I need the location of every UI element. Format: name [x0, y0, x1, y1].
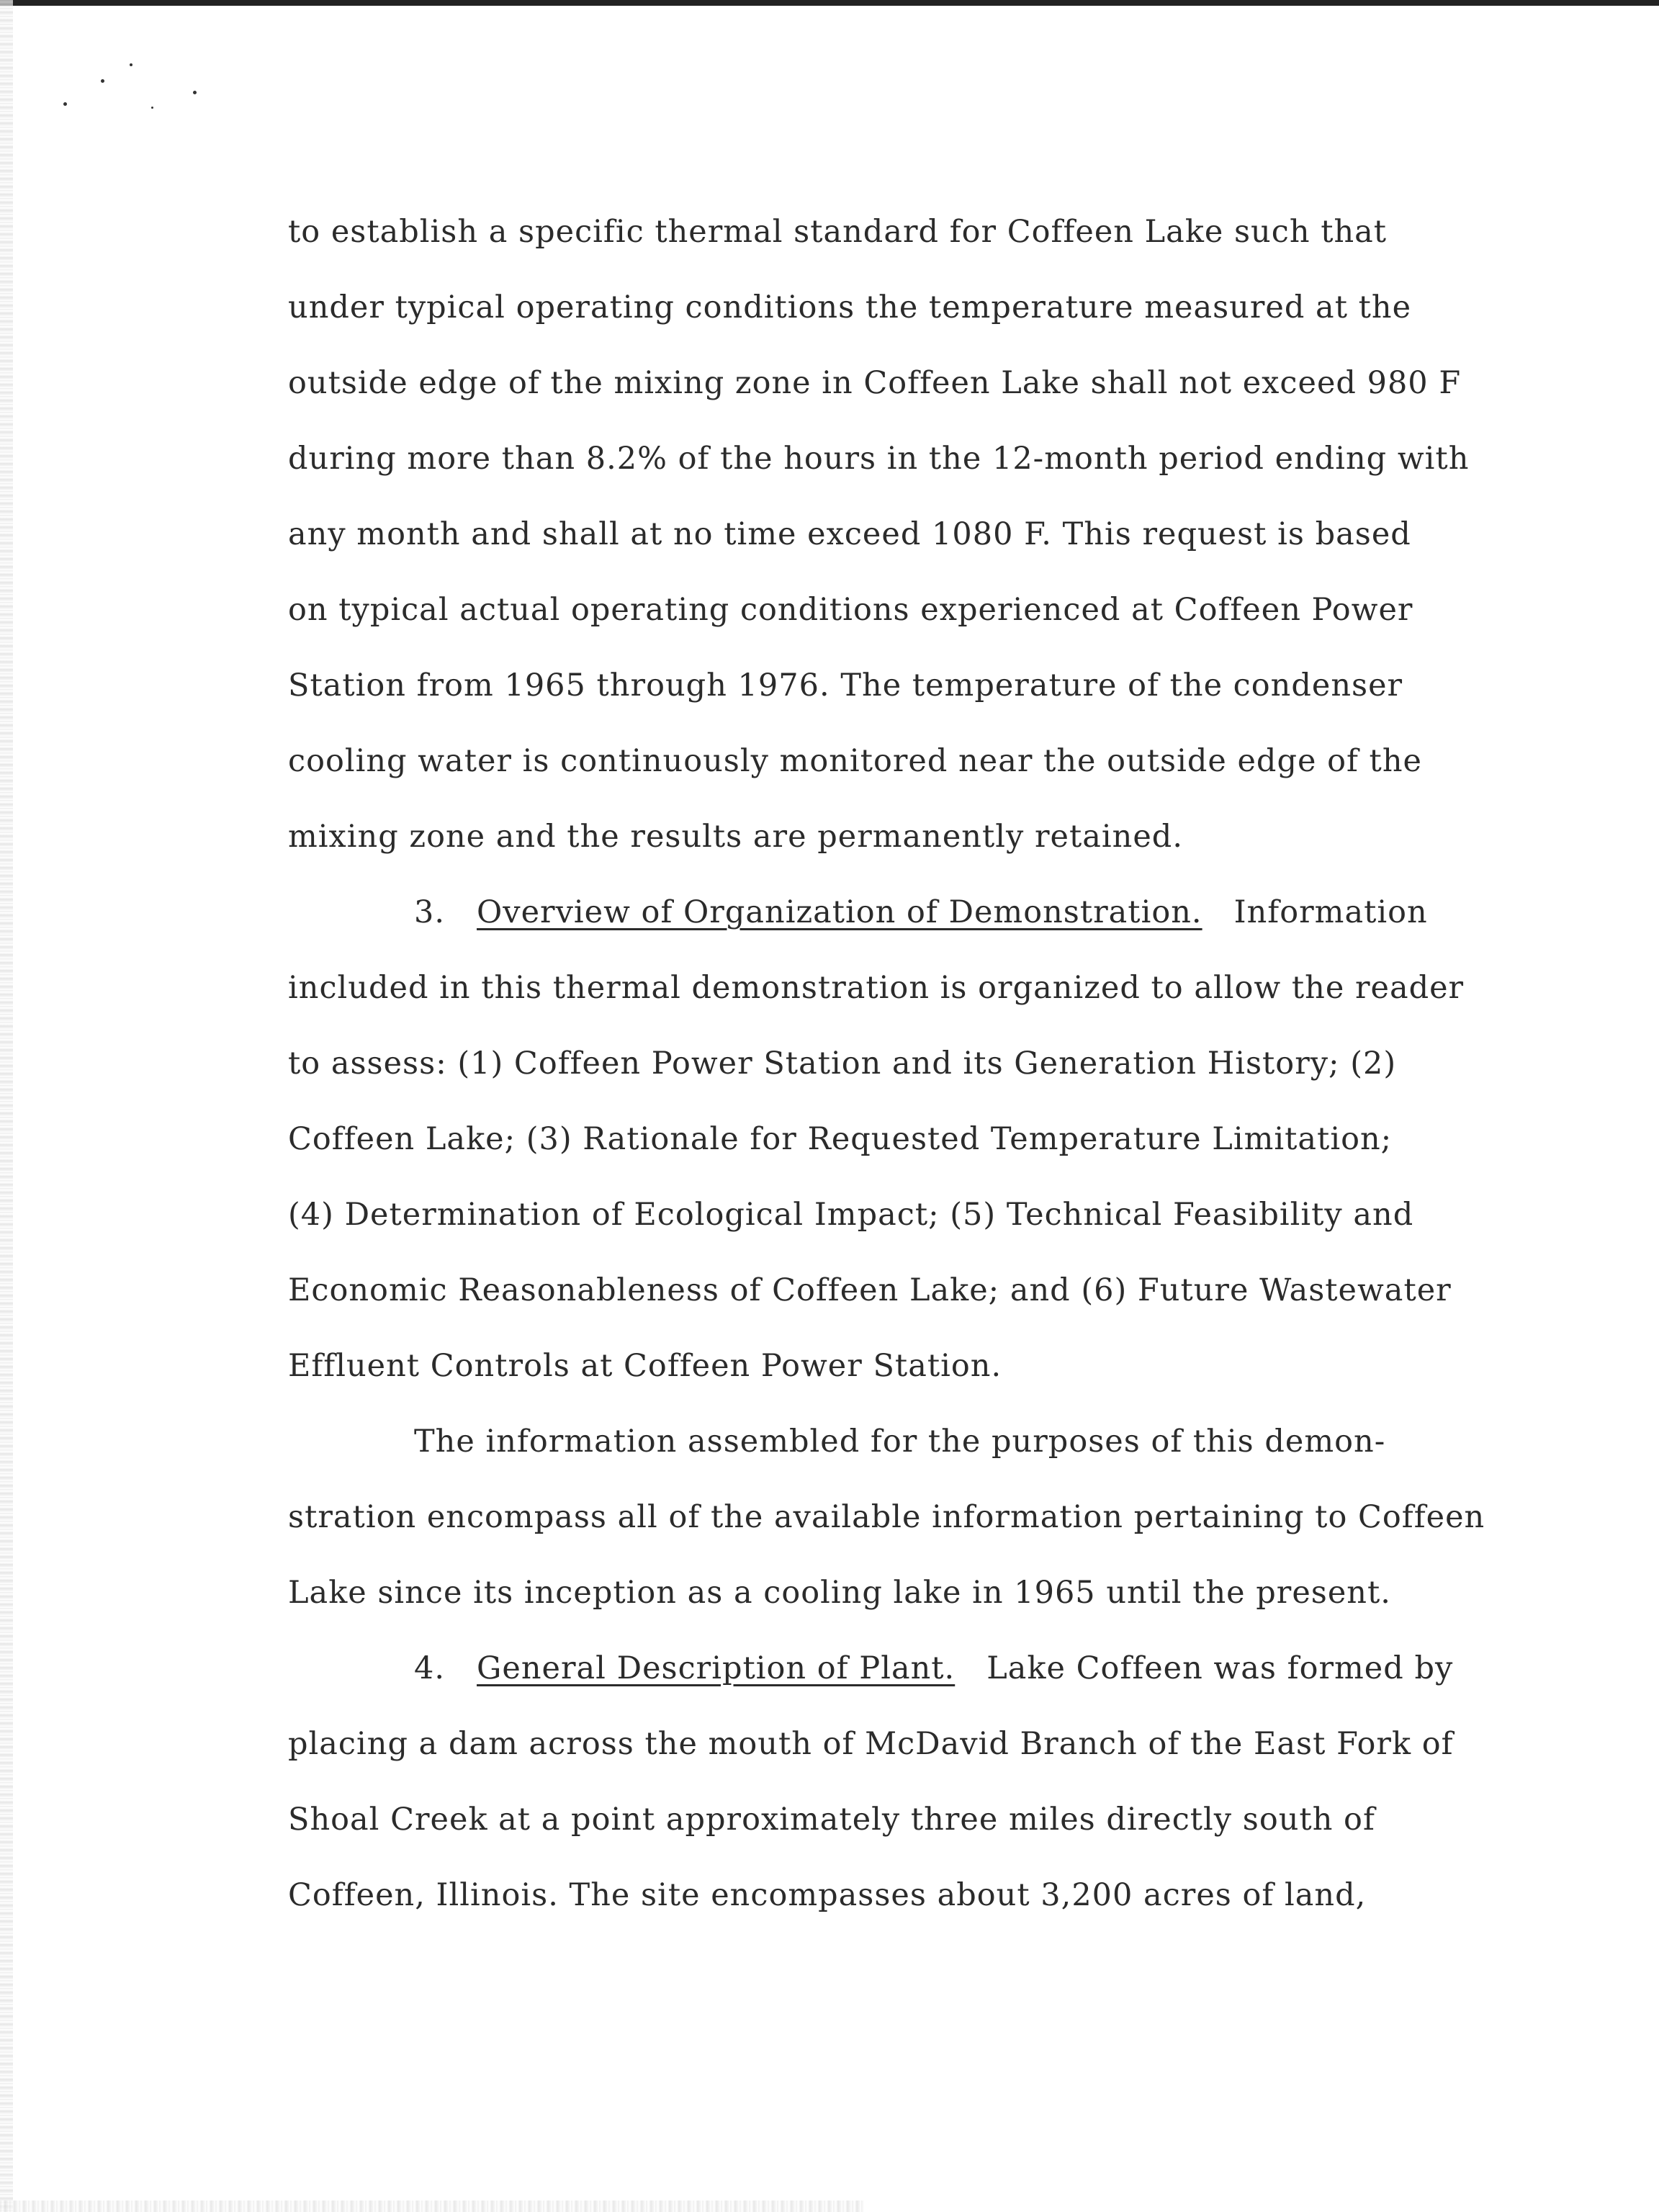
- scan-speck: [151, 107, 153, 109]
- text-line: Coffeen Lake; (3) Rationale for Requested Temperature Limitation;: [288, 1121, 1393, 1157]
- section-3-number: 3.: [414, 894, 446, 930]
- scan-speck: [193, 91, 197, 94]
- text-line: to establish a specific thermal standard for Coffeen Lake such that: [288, 214, 1388, 250]
- text-line: under typical operating conditions the temperature measured at the: [288, 289, 1412, 325]
- top-edge-rule: [0, 0, 1659, 6]
- text-line: included in this thermal demonstration is organized to allow the reader: [288, 970, 1465, 1006]
- section-4-number: 4.: [414, 1650, 446, 1686]
- text-line: on typical actual operating conditions experienced at Coffeen Power: [288, 592, 1413, 628]
- text-line: to assess: (1) Coffeen Power Station and its Generation History; (2): [288, 1046, 1397, 1082]
- text-line: any month and shall at no time exceed 1080 F. This request is based: [288, 516, 1411, 552]
- scan-speck: [130, 63, 132, 66]
- text-line: mixing zone and the results are permanently retained.: [288, 819, 1183, 855]
- text-line: (4) Determination of Ecological Impact; (5) Technical Feasibility and: [288, 1197, 1414, 1233]
- scan-speck: [63, 102, 67, 106]
- text-line: Shoal Creek at a point approximately three miles directly south of: [288, 1802, 1375, 1838]
- text-line: stration encompass all of the available information pertaining to Coffeen: [288, 1499, 1485, 1535]
- text-line: placing a dam across the mouth of McDavid Branch of the East Fork of: [288, 1726, 1454, 1762]
- text-line: outside edge of the mixing zone in Coffeen Lake shall not exceed 980 F: [288, 365, 1462, 401]
- section-4-paragraph: [288, 1631, 1512, 1933]
- text-line: Effluent Controls at Coffeen Power Station.: [288, 1348, 1002, 1384]
- scan-edge-noise-left: [0, 0, 13, 2212]
- scan-edge-noise-bottom: [0, 2200, 864, 2212]
- section-3-heading-line: [288, 875, 1512, 950]
- text-line: during more than 8.2% of the hours in the 12-month period ending with: [288, 441, 1470, 477]
- text-line: Lake since its inception as a cooling lake in 1965 until the present.: [288, 1575, 1391, 1611]
- intro-paragraph: [288, 194, 1512, 875]
- section-3-heading: Overview of Organization of Demonstration.: [477, 894, 1202, 930]
- section-3-first-line-rest: Information: [1233, 894, 1428, 930]
- section-4-first-line-rest: Lake Coffeen was formed by: [986, 1650, 1454, 1686]
- information-paragraph: [288, 1404, 1512, 1631]
- section-3-paragraph: [288, 875, 1512, 1404]
- section-4-heading-line: [288, 1631, 1512, 1707]
- text-line: Coffeen, Illinois. The site encompasses about 3,200 acres of land,: [288, 1877, 1367, 1913]
- scan-speck: [101, 79, 104, 83]
- text-line: cooling water is continuously monitored near the outside edge of the: [288, 743, 1422, 779]
- section-4-heading: General Description of Plant.: [477, 1650, 956, 1686]
- text-line: The information assembled for the purposes of this demon-: [414, 1424, 1386, 1460]
- text-line: Station from 1965 through 1976. The temperature of the condenser: [288, 667, 1403, 703]
- text-line: Economic Reasonableness of Coffeen Lake; and (6) Future Wastewater: [288, 1272, 1452, 1308]
- document-body: [288, 194, 1512, 1933]
